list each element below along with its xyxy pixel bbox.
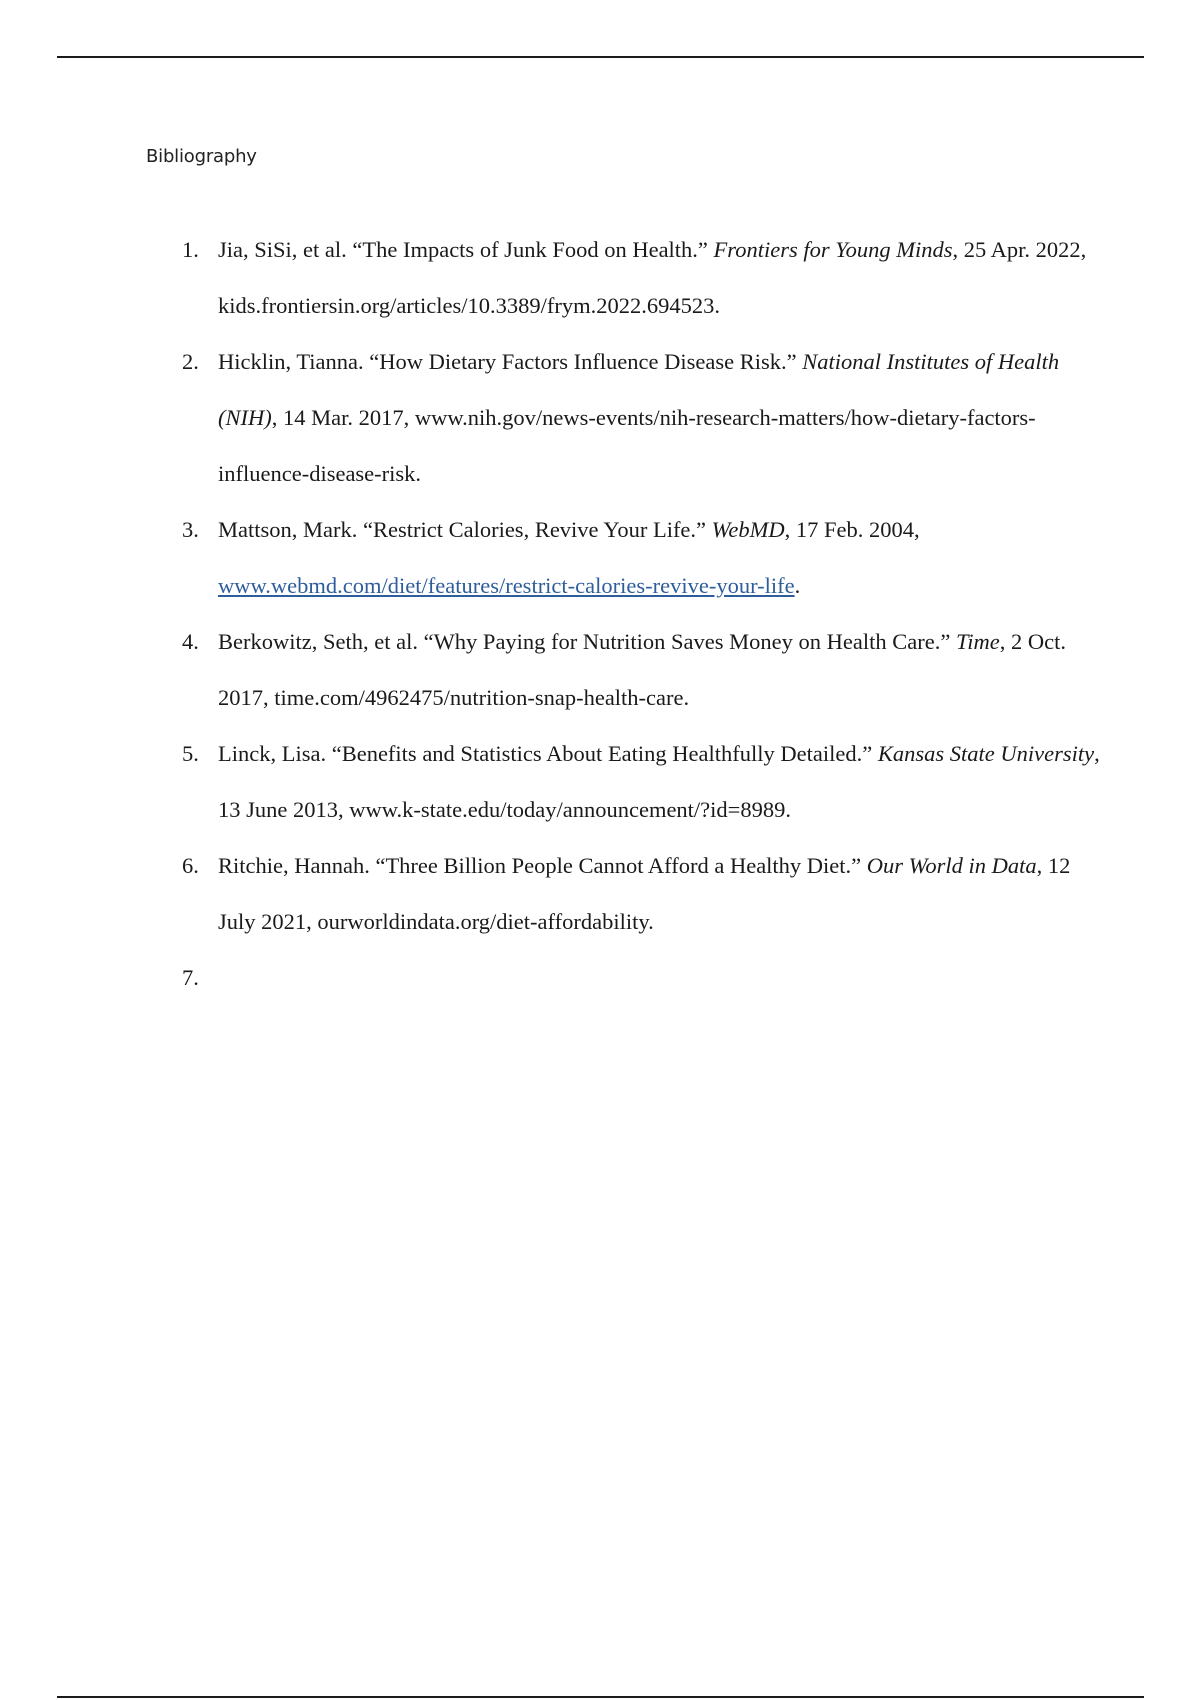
list-item — [170, 726, 1100, 838]
item-number: 3. — [182, 517, 199, 542]
citation-text: Linck, Lisa. “Benefits and Statistics About Eating Healthfully Detailed.” — [218, 741, 873, 766]
citation-details: , 2 Oct. 2017, time.com/4962475/nutrition-snap-health-care. — [218, 629, 1066, 710]
list-item — [170, 950, 1100, 1006]
item-number: 2. — [182, 349, 199, 374]
list-item — [170, 838, 1100, 950]
item-number: 1. — [182, 237, 199, 262]
citation-source: WebMD — [711, 517, 785, 542]
item-number: 4. — [182, 629, 199, 654]
citation-link[interactable]: www.webmd.com/diet/features/restrict-calories-revive-your-life — [218, 573, 795, 598]
item-number: 6. — [182, 853, 199, 878]
list-item — [170, 502, 1100, 614]
item-number: 5. — [182, 741, 199, 766]
item-number: 7. — [182, 965, 199, 990]
page-title: Bibliography — [146, 146, 257, 167]
citation-text: Jia, SiSi, et al. “The Impacts of Junk Food on Health.” — [218, 237, 708, 262]
citation-source: Time — [955, 629, 1000, 654]
citation-details: , 17 Feb. 2004, — [784, 517, 920, 542]
citation-text: Mattson, Mark. “Restrict Calories, Revive Your Life.” — [218, 517, 707, 542]
list-item — [170, 334, 1100, 502]
citation-source: Kansas State University — [877, 741, 1095, 766]
reference-list — [170, 222, 1100, 1006]
header-rule — [57, 56, 1144, 58]
citation-source: National Institutes of Health (NIH) — [218, 349, 1060, 430]
footer-rule — [57, 1696, 1144, 1698]
citation-text: Ritchie, Hannah. “Three Billion People Cannot Afford a Healthy Diet.” — [218, 853, 862, 878]
citation-text: Hicklin, Tianna. “How Dietary Factors Influence Disease Risk.” — [218, 349, 797, 374]
citation-details: , 13 June 2013, www.k-state.edu/today/announcement/?id=8989. — [218, 741, 1100, 822]
citation-details: , 14 Mar. 2017, www.nih.gov/news-events/nih-research-matters/how-dietary-factors-influence-disease-risk. — [218, 405, 1036, 486]
citation-text: Berkowitz, Seth, et al. “Why Paying for Nutrition Saves Money on Health Care.” — [218, 629, 951, 654]
citation-period: . — [794, 573, 801, 598]
list-item — [170, 222, 1100, 334]
citation-details: , 25 Apr. 2022, kids.frontiersin.org/articles/10.3389/frym.2022.694523. — [218, 237, 1087, 318]
citation-details: , 12 July 2021, ourworldindata.org/diet-affordability. — [218, 853, 1071, 934]
list-item — [170, 614, 1100, 726]
citation-source: Our World in Data — [866, 853, 1037, 878]
citation-source: Frontiers for Young Minds — [713, 237, 953, 262]
